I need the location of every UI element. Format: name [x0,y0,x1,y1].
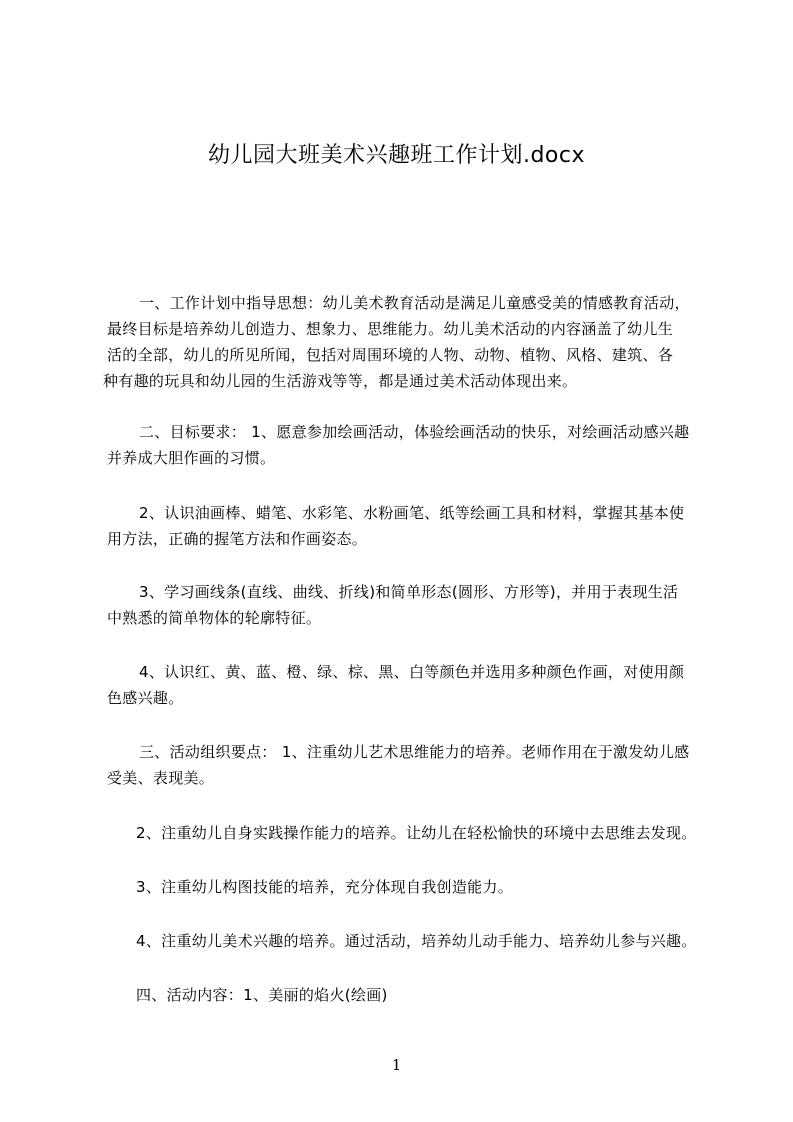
paragraph-line: 最终目标是培养幼儿创造力、想象力、思维能力。幼儿美术活动的内容涵盖了幼儿生 [107,320,674,338]
paragraph-line: 一、工作计划中指导思想：幼儿美术教育活动是满足儿童感受美的情感教育活动， [139,294,690,312]
paragraph-line: 色感兴趣。 [107,689,184,707]
paragraph-goal-3 [107,579,678,631]
paragraph-line: 4、注重幼儿美术兴趣的培养。通过活动，培养幼儿动手能力、培养幼儿参与兴趣。 [136,932,697,950]
paragraph-line: 3、注重幼儿构图技能的培养，充分体现自我创造能力。 [136,878,514,896]
page-number: 1 [391,1056,402,1074]
paragraph-guiding-thought [103,290,690,394]
paragraph-line: 二、目标要求： 1、愿意参加绘画活动，体验绘画活动的快乐，对绘画活动感兴趣 [139,423,690,441]
paragraph-line: 4、认识红、黄、蓝、橙、绿、棕、黑、白等颜色并选用多种颜色作画，对使用颜 [139,663,685,681]
paragraph-line: 2、注重幼儿自身实践操作能力的培养。让幼儿在轻松愉快的环境中去思维去发现。 [136,824,697,842]
paragraph-goals [107,419,689,471]
paragraph-line: 三、活动组织要点： 1、注重幼儿艺术思维能力的培养。老师作用在于激发幼儿感 [139,743,690,761]
paragraph-point-4 [107,928,697,954]
paragraph-line: 3、学习画线条(直线、曲线、折线)和简单形态(圆形、方形等)，并用于表现生活 [139,583,679,601]
paragraph-line: 受美、表现美。 [107,769,215,787]
paragraph-point-3 [107,874,513,900]
paragraph-line: 四、活动内容：1、美丽的焰火(绘画) [136,986,388,1004]
paragraph-line: 用方法，正确的握笔方法和作画姿态。 [107,530,368,548]
paragraph-line: 并养成大胆作画的习惯。 [107,449,276,467]
paragraph-goal-4 [107,659,684,711]
paragraph-line: 活的全部，幼儿的所见所闻，包括对周围环境的人物、动物、植物、风格、建筑、各 [107,346,674,364]
paragraph-activity-content [107,982,388,1008]
paragraph-line: 中熟悉的简单物体的轮廓特征。 [107,609,322,627]
paragraph-organization-points [107,739,689,791]
document-title: 幼儿园大班美术兴趣班工作计划.docx [207,143,586,168]
paragraph-point-2 [107,820,697,846]
paragraph-goal-2 [107,500,684,552]
paragraph-line: 2、认识油画棒、蜡笔、水彩笔、水粉画笔、纸等绘画工具和材料，掌握其基本使 [139,504,685,522]
paragraph-line: 种有趣的玩具和幼儿园的生活游戏等等，都是通过美术活动体现出来。 [103,372,578,390]
